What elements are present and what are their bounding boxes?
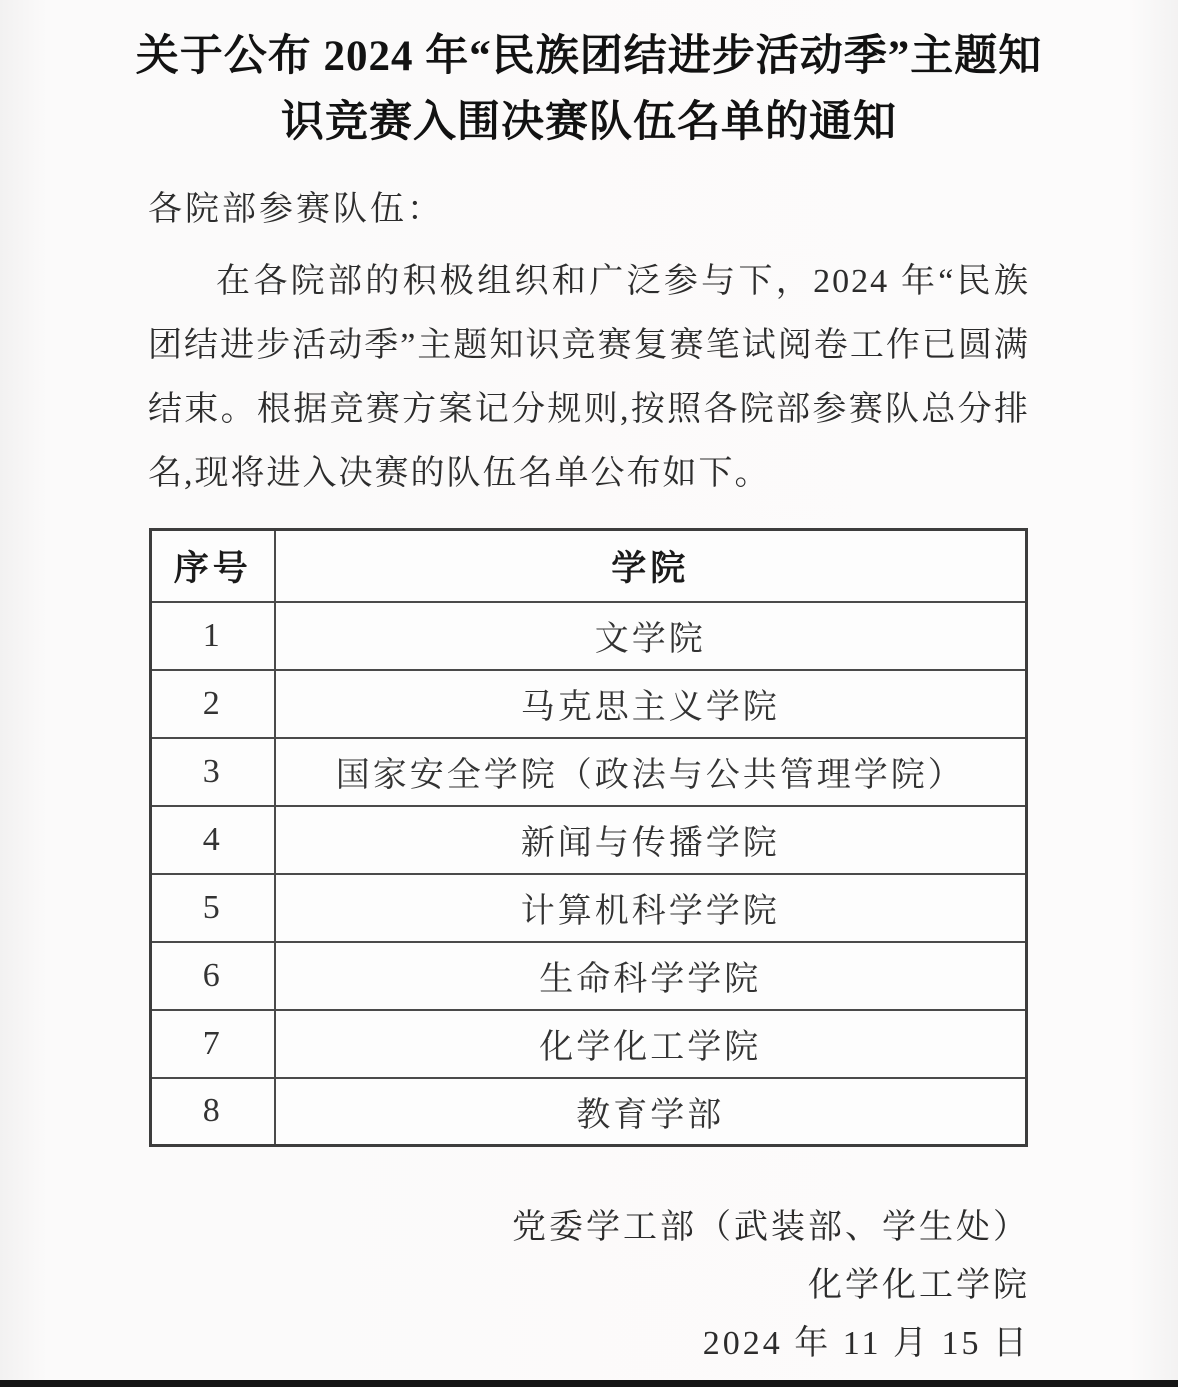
finalist-teams-table (149, 528, 1028, 1147)
table-row (151, 806, 1027, 874)
row-index: 3 (151, 738, 275, 806)
row-college: 化学化工学院 (275, 1010, 1027, 1078)
row-index: 4 (151, 806, 275, 874)
row-college: 马克思主义学院 (275, 670, 1027, 738)
row-college: 计算机科学学院 (275, 874, 1027, 942)
table-row (151, 738, 1027, 806)
bottom-edge-bar (0, 1380, 1178, 1387)
row-index: 5 (151, 874, 275, 942)
row-index: 7 (151, 1010, 275, 1078)
issuer-line-2: 化学化工学院 (808, 1267, 1030, 1304)
signature-block (0, 1199, 1178, 1373)
table-header-row (151, 530, 1027, 602)
row-college: 生命科学学院 (275, 942, 1027, 1010)
notice-title-line-2: 识竞赛入围决赛队伍名单的通知 (281, 99, 897, 146)
notice-title-line-1: 关于公布 2024 年“民族团结进步活动季”主题知 (135, 33, 1043, 80)
table-row (151, 942, 1027, 1010)
row-index: 8 (151, 1078, 275, 1146)
row-college: 新闻与传播学院 (275, 806, 1027, 874)
column-header-college: 学院 (275, 530, 1027, 602)
row-college: 教育学部 (275, 1078, 1027, 1146)
table-row (151, 874, 1027, 942)
row-index: 6 (151, 942, 275, 1010)
salutation: 各院部参赛队伍： (148, 191, 444, 228)
column-header-index: 序号 (151, 530, 275, 602)
table-row (151, 1078, 1027, 1146)
row-index: 1 (151, 602, 275, 670)
table-row (151, 1010, 1027, 1078)
date-line: 2024 年 11 月 15 日 (702, 1325, 1030, 1362)
row-college: 国家安全学院（政法与公共管理学院） (275, 738, 1027, 806)
row-index: 2 (151, 670, 275, 738)
notice-title (0, 0, 1178, 156)
table-row (151, 602, 1027, 670)
issuer-line-1: 党委学工部（武装部、学生处） (512, 1209, 1030, 1246)
body-paragraph: 在各院部的积极组织和广泛参与下，2024 年“民族团结进步活动季”主题知识竞赛复赛笔试阅卷工作已圆满结束。根据竞赛方案记分规则,按照各院部参赛队总分排名,现将进入决赛的队伍名单公布如下。 (148, 263, 1030, 492)
table-row (151, 670, 1027, 738)
row-college: 文学院 (275, 602, 1027, 670)
